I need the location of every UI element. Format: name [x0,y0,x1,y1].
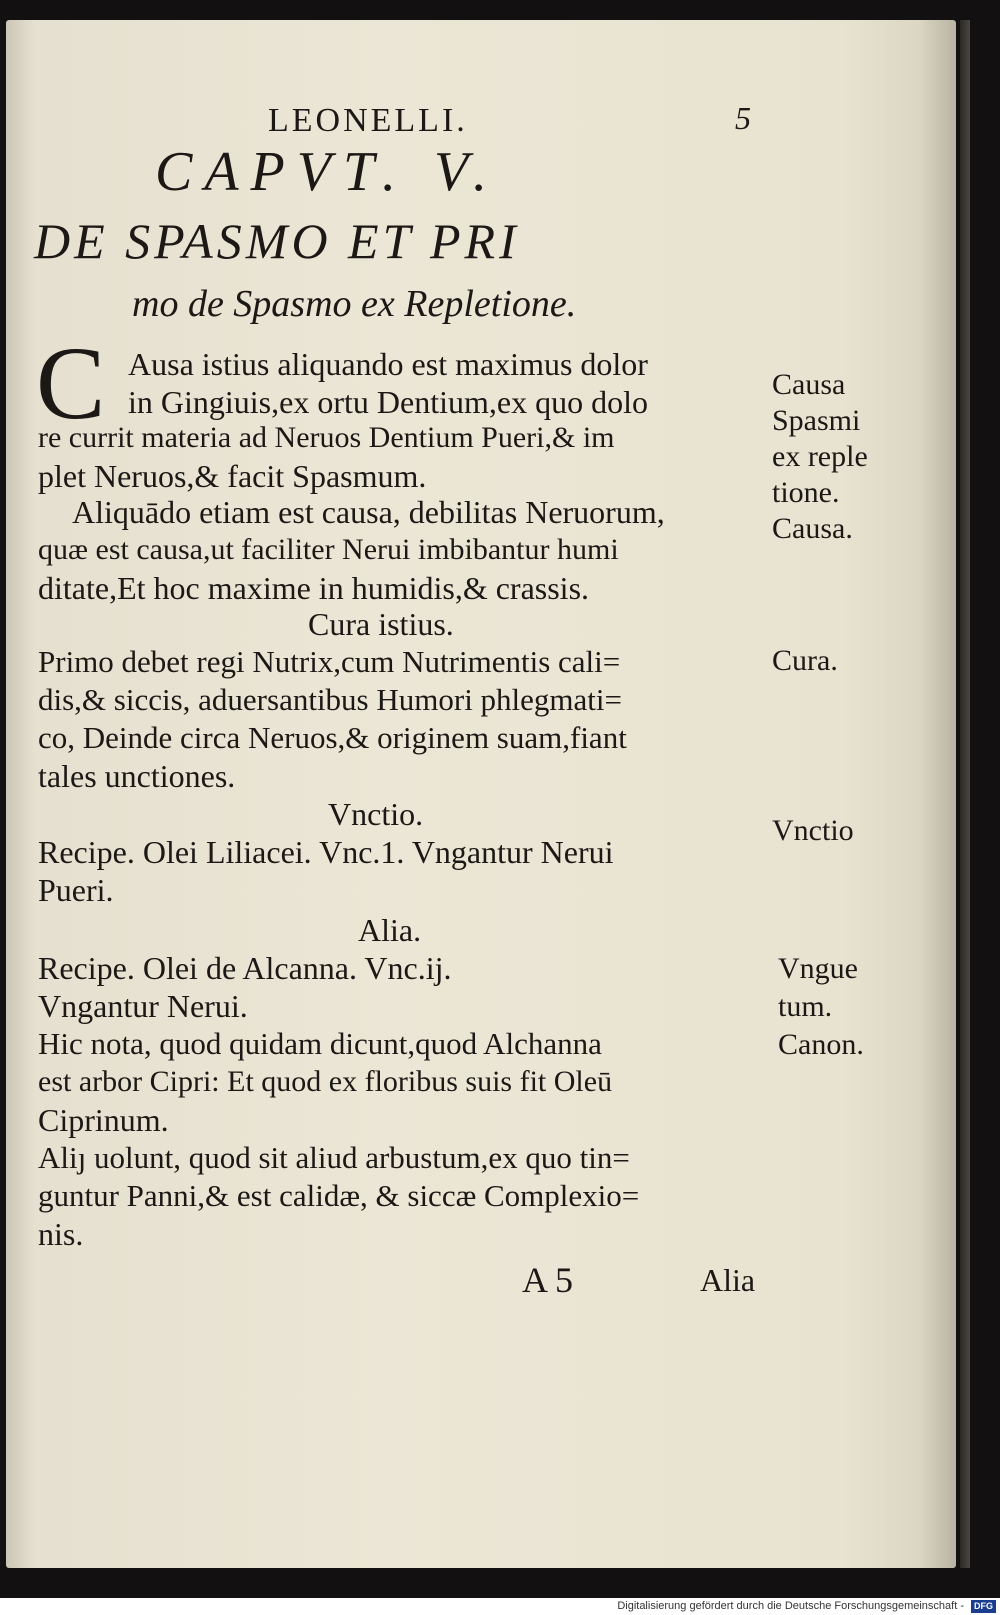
body-line: nis. [38,1216,84,1252]
body-line: Aliquādo etiam est causa, debilitas Neruorum, [72,494,665,530]
section-heading-alia: Alia. [358,912,422,948]
margin-note: Cura. [772,644,838,677]
margin-note: ex reple [772,440,868,473]
margin-note: Vngue [778,952,858,985]
chapter-title-line1: DE SPASMO ET PRI [34,213,520,269]
body-line: re currit materia ad Neruos Dentium Pueri,& im [38,421,615,454]
page-edge [960,20,970,1568]
margin-note: Spasmi [772,404,861,437]
body-line: Ciprinum. [38,1102,169,1138]
footer-bar [0,1598,1000,1615]
chapter-caput: CAPVT. V. [155,141,499,203]
section-heading-unctio: Vnctio. [328,796,424,832]
body-line: Pueri. [38,872,114,908]
body-line: dis,& siccis, aduersantibus Humori phlegmati= [38,682,623,717]
body-line: Primo debet regi Nutrix,cum Nutrimentis cali= [38,644,621,679]
margin-note: Causa [772,368,846,401]
body-line: quæ est causa,ut faciliter Nerui imbibantur humi [38,533,619,566]
body-line: ditate,Et hoc maxime in humidis,& crassis. [38,570,590,606]
margin-note: tum. [778,990,833,1023]
body-line: Vngantur Nerui. [38,988,248,1024]
body-line: Recipe. Olei Liliacei. Vnc.1. Vngantur Nerui [38,834,614,870]
body-line: Hic nota, quod quidam dicunt,quod Alchanna [38,1026,602,1061]
footer-credit: Digitalisierung gefördert durch die Deutsche Forschungsgemeinschaft - [617,1600,964,1612]
body-line: Recipe. Olei de Alcanna. Vnc.ij. [38,950,452,986]
body-line: est arbor Cipri: Et quod ex floribus suis fit Oleū [38,1065,613,1098]
body-line: tales unctiones. [38,758,236,794]
page-number: 5 [735,100,751,136]
initial-letter: C [36,326,106,441]
margin-note: tione. [772,476,840,509]
body-line: guntur Panni,& est calidæ, & siccæ Complexio= [38,1178,640,1213]
margin-note: Causa. [772,512,853,545]
body-line: Ausa istius aliquando est maximus dolor [128,346,648,382]
body-line: co, Deinde circa Neruos,& originem suam,fiant [38,720,627,755]
body-line: plet Neruos,& facit Spasmum. [38,458,427,494]
running-head: LEONELLI. [268,102,468,139]
body-line: in Gingiuis,ex ortu Dentium,ex quo dolo [128,384,648,420]
section-heading-cura: Cura istius. [308,606,454,642]
signature-mark: A 5 [522,1260,574,1300]
catchword: Alia [700,1262,756,1298]
body-line: Aliȷ uolunt, quod sit aliud arbustum,ex quo tin= [38,1140,630,1175]
dfg-logo: DFG [971,1600,996,1613]
margin-note: Canon. [778,1028,864,1061]
chapter-title-line2: mo de Spasmo ex Repletione. [132,283,577,325]
margin-note: Vnctio [772,814,854,847]
